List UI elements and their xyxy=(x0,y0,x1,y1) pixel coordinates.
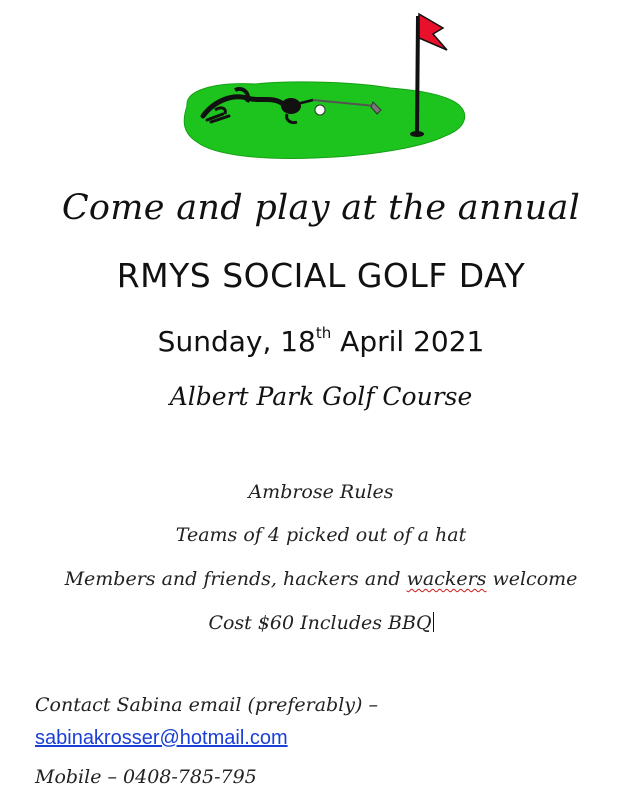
contact-label: Contact Sabina email (preferably) – xyxy=(35,694,378,716)
detail-welcome xyxy=(0,568,642,590)
headline: Come and play at the annual xyxy=(61,188,581,228)
venue: Albert Park Golf Course xyxy=(169,382,473,411)
contact-email-link[interactable]: sabinakrosser@hotmail.com xyxy=(35,727,288,749)
detail-welcome-prefix: Members and friends, hackers and xyxy=(64,568,407,590)
event-date-month-year: April 2021 xyxy=(331,325,485,358)
detail-cost-text: Cost $60 Includes BBQ xyxy=(208,612,432,634)
spellcheck-flagged-word[interactable]: wackers xyxy=(406,568,487,590)
event-date-day: Sunday, 18 xyxy=(157,325,316,358)
detail-cost[interactable] xyxy=(0,612,642,634)
detail-format: Ambrose Rules xyxy=(248,481,394,503)
detail-teams: Teams of 4 picked out of a hat xyxy=(175,524,467,546)
detail-welcome-suffix: welcome xyxy=(486,568,578,590)
putting-green-shape xyxy=(184,82,465,159)
event-date-suffix: th xyxy=(315,323,332,342)
contact-mobile: Mobile – 0408-785-795 xyxy=(35,766,257,788)
event-date xyxy=(0,325,642,358)
text-cursor xyxy=(433,612,434,632)
golf-putting-illustration xyxy=(175,10,475,162)
event-name: RMYS SOCIAL GOLF DAY xyxy=(116,256,526,295)
golf-ball-icon xyxy=(315,105,325,115)
